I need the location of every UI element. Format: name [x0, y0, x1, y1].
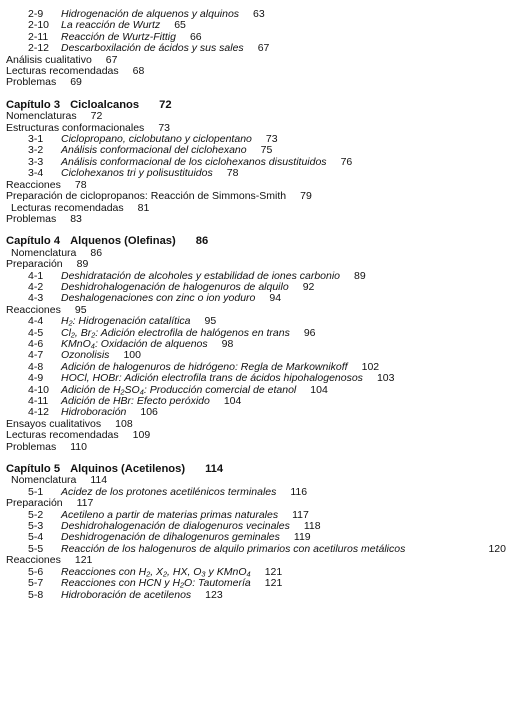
section-title: Nomenclatura — [11, 474, 77, 487]
subsection-title: Adición de HBr: Efecto peróxido — [61, 395, 210, 407]
page-number: 63 — [253, 8, 265, 20]
page-number: 86 — [90, 246, 103, 259]
subsection-title: Ciclopropano, ciclobutano y ciclopentano — [61, 133, 252, 146]
page-number: 76 — [340, 155, 353, 168]
subsection-number: 2-10 — [28, 19, 50, 32]
section-title: Lecturas recomendadas — [11, 201, 124, 214]
subsection-number: 5-5 — [28, 542, 44, 555]
page-number: 67 — [105, 53, 118, 66]
subsection-title: Deshidrohalogenación de halogenuros de alquilo — [61, 280, 289, 293]
subsection-title: Reacciones con HCN y H₂O: Tautomería — [61, 577, 251, 590]
subsection-title: Adición de halogenuros de hidrógeno: Regla de Markownikoff — [61, 360, 348, 373]
page-number: 98 — [221, 337, 234, 350]
page-number: 100 — [123, 349, 141, 362]
subsection-title: Cl₂, Br₂: Adición electrofila de halógenos en trans — [61, 326, 290, 339]
page-number: 95 — [204, 315, 217, 328]
page-number: 119 — [293, 531, 311, 544]
page-number: 118 — [303, 520, 321, 533]
section-title: Preparación — [6, 258, 63, 271]
page-number: 104 — [310, 383, 328, 396]
subsection-number: 5-7 — [28, 577, 44, 590]
subsection-title: Deshidrogenación de dihalogenuros geminales — [61, 531, 280, 544]
subsection-number: 5-3 — [28, 520, 44, 533]
page-number: 94 — [269, 292, 282, 305]
chapter-label: Capítulo 3 — [6, 98, 61, 111]
section-title: Ensayos cualitativos — [6, 417, 102, 430]
page-number: 92 — [302, 280, 315, 293]
section-title: Problemas — [6, 440, 57, 453]
chapter-label: Capítulo 5 — [6, 463, 61, 476]
subsection-number: 2-12 — [28, 42, 50, 55]
subsection-title: Hidroboración de acetilenos — [61, 588, 192, 601]
page-number: 89 — [354, 269, 366, 282]
section-title: Preparación — [6, 497, 63, 510]
page-number: 66 — [189, 30, 202, 43]
subsection-number: 3-1 — [28, 133, 44, 146]
section-title: Nomenclatura — [11, 246, 77, 259]
page-number: 117 — [292, 508, 309, 521]
chapter-title: Alquinos (Acetilenos) — [70, 463, 186, 476]
page-number: 81 — [137, 201, 150, 214]
page-number: 96 — [303, 326, 316, 339]
page-number: 121 — [264, 565, 283, 578]
section-title: Reacciones — [6, 178, 61, 191]
subsection-title: H₂: Hidrogenación catalítica — [61, 315, 191, 328]
subsection-number: 2-11 — [28, 30, 49, 43]
page-number: 114 — [205, 463, 224, 476]
section-entry — [0, 442, 510, 453]
section-title: Problemas — [6, 212, 57, 225]
page-number: 121 — [74, 554, 93, 567]
subsection-number: 2-9 — [28, 8, 44, 20]
section-entry — [0, 77, 510, 88]
subsection-number: 4-11 — [28, 395, 49, 407]
page-number: 120 — [488, 542, 506, 555]
page-number: 86 — [195, 235, 209, 248]
subsection-number: 4-4 — [28, 315, 44, 328]
subsection-title: Reacción de los halogenuros de alquilo primarios con acetiluros metálicos — [61, 542, 406, 555]
subsection-number: 5-2 — [28, 508, 44, 521]
page-number: 79 — [300, 190, 312, 203]
subsection-number: 4-2 — [28, 280, 44, 293]
subsection-number: 4-5 — [28, 326, 44, 339]
subsection-number: 4-6 — [28, 337, 44, 350]
chapter-title: Cicloalcanos — [70, 98, 140, 111]
subsection-title: Adición de H₂SO₄: Producción comercial de etanol — [61, 383, 297, 396]
page-number: 121 — [264, 577, 283, 590]
page-number: 108 — [115, 417, 133, 430]
section-title: Estructuras conformacionales — [6, 121, 145, 134]
page-number: 116 — [290, 485, 308, 498]
subsection-title: Reacciones con H₂, X₂, HX, O₃ y KMnO₄ — [61, 565, 251, 578]
subsection-number: 4-8 — [28, 360, 44, 373]
page-number: 123 — [205, 588, 223, 601]
subsection-number: 5-8 — [28, 588, 44, 601]
page-number: 78 — [226, 167, 239, 180]
page-number: 78 — [74, 178, 87, 191]
section-entry — [0, 430, 510, 441]
subsection-title: Deshalogenaciones con zinc o ion yoduro — [61, 292, 256, 305]
page-number: 104 — [223, 395, 242, 407]
page-number: 110 — [70, 440, 87, 453]
subsection-number: 4-9 — [28, 372, 44, 385]
subsection-entry — [0, 168, 510, 179]
subsection-title: Deshidratación de alcoholes y estabilidad de iones carbonio — [61, 269, 341, 282]
section-title: Reacciones — [6, 554, 61, 567]
page-number: 103 — [376, 372, 395, 385]
chapter-title: Alquenos (Olefinas) — [70, 235, 176, 248]
subsection-title: Deshidrohalogenación de dialogenuros vecinales — [61, 520, 290, 533]
page-number: 72 — [159, 98, 172, 111]
page-number: 65 — [174, 19, 186, 32]
page-number: 95 — [74, 303, 87, 316]
section-title: Análisis cualitativo — [6, 53, 92, 66]
subsection-title: Acetileno a partir de materias primas naturales — [61, 508, 279, 521]
page-number: 117 — [76, 497, 94, 510]
subsection-title: La reacción de Wurtz — [61, 19, 161, 32]
section-title: Lecturas recomendadas — [6, 65, 119, 78]
page-number: 102 — [361, 360, 380, 373]
chapter-label: Capítulo 4 — [6, 235, 61, 248]
page-number: 83 — [70, 212, 82, 225]
subsection-title: KMnO₄: Oxidación de alquenos — [61, 337, 208, 350]
subsection-title: Descarboxilación de ácidos y sus sales — [61, 42, 244, 55]
subsection-number: 4-1 — [28, 269, 44, 282]
page-number: 72 — [90, 110, 103, 123]
section-title: Problemas — [6, 76, 57, 89]
subsection-title: Análisis conformacional de los ciclohexanos disustituidos — [61, 155, 327, 168]
subsection-number: 4-7 — [28, 349, 44, 362]
page-number: 106 — [140, 406, 158, 419]
subsection-title: Hidrogenación de alquenos y alquinos — [61, 8, 240, 20]
page-number: 114 — [90, 474, 108, 487]
subsection-number: 4-3 — [28, 292, 44, 305]
subsection-number: 3-3 — [28, 155, 44, 168]
subsection-number: 4-12 — [28, 406, 50, 419]
subsection-number: 3-2 — [28, 144, 44, 157]
page-number: 67 — [257, 42, 270, 55]
section-title: Lecturas recomendadas — [6, 429, 119, 442]
section-title: Preparación de ciclopropanos: Reacción de Simmons-Smith — [6, 190, 287, 203]
subsection-number: 5-6 — [28, 565, 44, 578]
subsection-number: 5-4 — [28, 531, 44, 544]
subsection-title: Reacción de Wurtz-Fittig — [61, 30, 176, 43]
subsection-number: 4-10 — [28, 383, 50, 396]
page-number: 89 — [76, 258, 89, 271]
subsection-title: Ciclohexanos tri y polisustituidos — [61, 167, 213, 180]
page-number: 68 — [132, 65, 145, 78]
page-number: 109 — [132, 429, 151, 442]
section-entry — [0, 214, 510, 225]
section-title: Reacciones — [6, 303, 61, 316]
subsection-title: Análisis conformacional del ciclohexano — [61, 144, 247, 157]
subsection-entry — [0, 590, 510, 601]
page-number: 75 — [260, 144, 273, 157]
page-number: 73 — [158, 121, 170, 134]
page-number: 69 — [70, 76, 82, 89]
chapter-heading — [0, 464, 510, 475]
section-title: Nomenclaturas — [6, 110, 77, 123]
subsection-title: Hidroboración — [61, 406, 127, 419]
chapter-heading — [0, 236, 510, 247]
subsection-number: 5-1 — [28, 485, 44, 498]
table-of-contents — [0, 9, 510, 601]
page-number: 73 — [265, 133, 278, 146]
subsection-title: HOCl, HOBr: Adición electrofila trans de ácidos hipohalogenosos — [61, 372, 363, 385]
subsection-title: Acidez de los protones acetilénicos terminales — [61, 485, 277, 498]
subsection-title: Ozonolisis — [61, 349, 110, 362]
subsection-number: 3-4 — [28, 167, 44, 180]
